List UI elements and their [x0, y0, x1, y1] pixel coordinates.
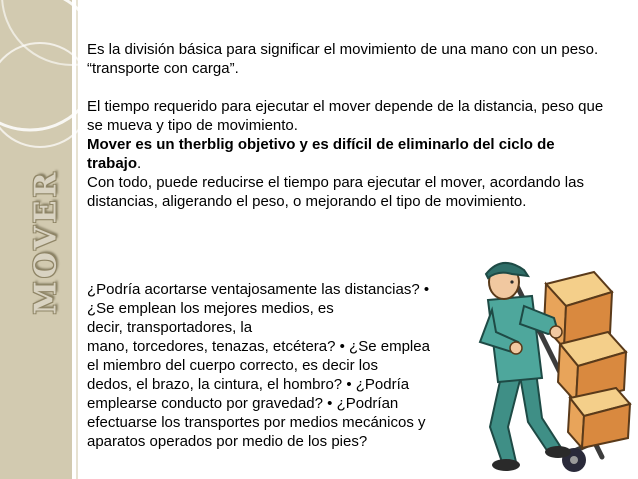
question-line: dedos, el brazo, la cintura, el hombro? • ¿Podría: [87, 376, 410, 393]
question-line: efectuarse los transportes por medios mecánicos y: [87, 414, 426, 431]
bold-suffix: .: [137, 155, 142, 172]
question-line: emplearse conducto por gravedad? • ¿Podrían: [87, 395, 399, 412]
question-line: ¿Se emplean los mejores medios, es: [87, 300, 334, 317]
question-line: ¿Podría acortarse ventajosamente las distancias? •: [87, 281, 430, 298]
time-paragraph: El tiempo requerido para ejecutar el mover depende de la distancia, peso que se mueva y tipo de movimiento.: [87, 98, 604, 134]
reduction-paragraph: Con todo, puede reducirse el tiempo para ejecutar el mover, acordando las distancias, aligerando el peso, o mejorando el tipo de movimiento.: [87, 174, 584, 210]
content-top: [87, 40, 612, 211]
objective-sentence: [87, 135, 612, 173]
bold-sentence: Mover es un therblig objetivo y es difícil de eliminarlo del ciclo de trabajo: [87, 136, 555, 172]
question-line: el miembro del cuerpo correcto, es decir los: [87, 357, 378, 374]
vertical-title: MOVER: [28, 169, 64, 315]
questions-block: [87, 280, 467, 451]
definition-paragraph: Es la división básica para significar el movimiento de una mano con un peso. “transporte con carga”.: [87, 41, 599, 77]
question-line: decir, transportadores, la: [87, 319, 253, 336]
sidebar-shade: [76, 0, 78, 479]
worker-with-hand-truck-boxes-icon: [462, 252, 632, 477]
question-line: mano, torcedores, tenazas, etcétera? • ¿Se emplea: [87, 338, 430, 355]
question-line: aparatos operados por medio de los pies?: [87, 433, 368, 450]
